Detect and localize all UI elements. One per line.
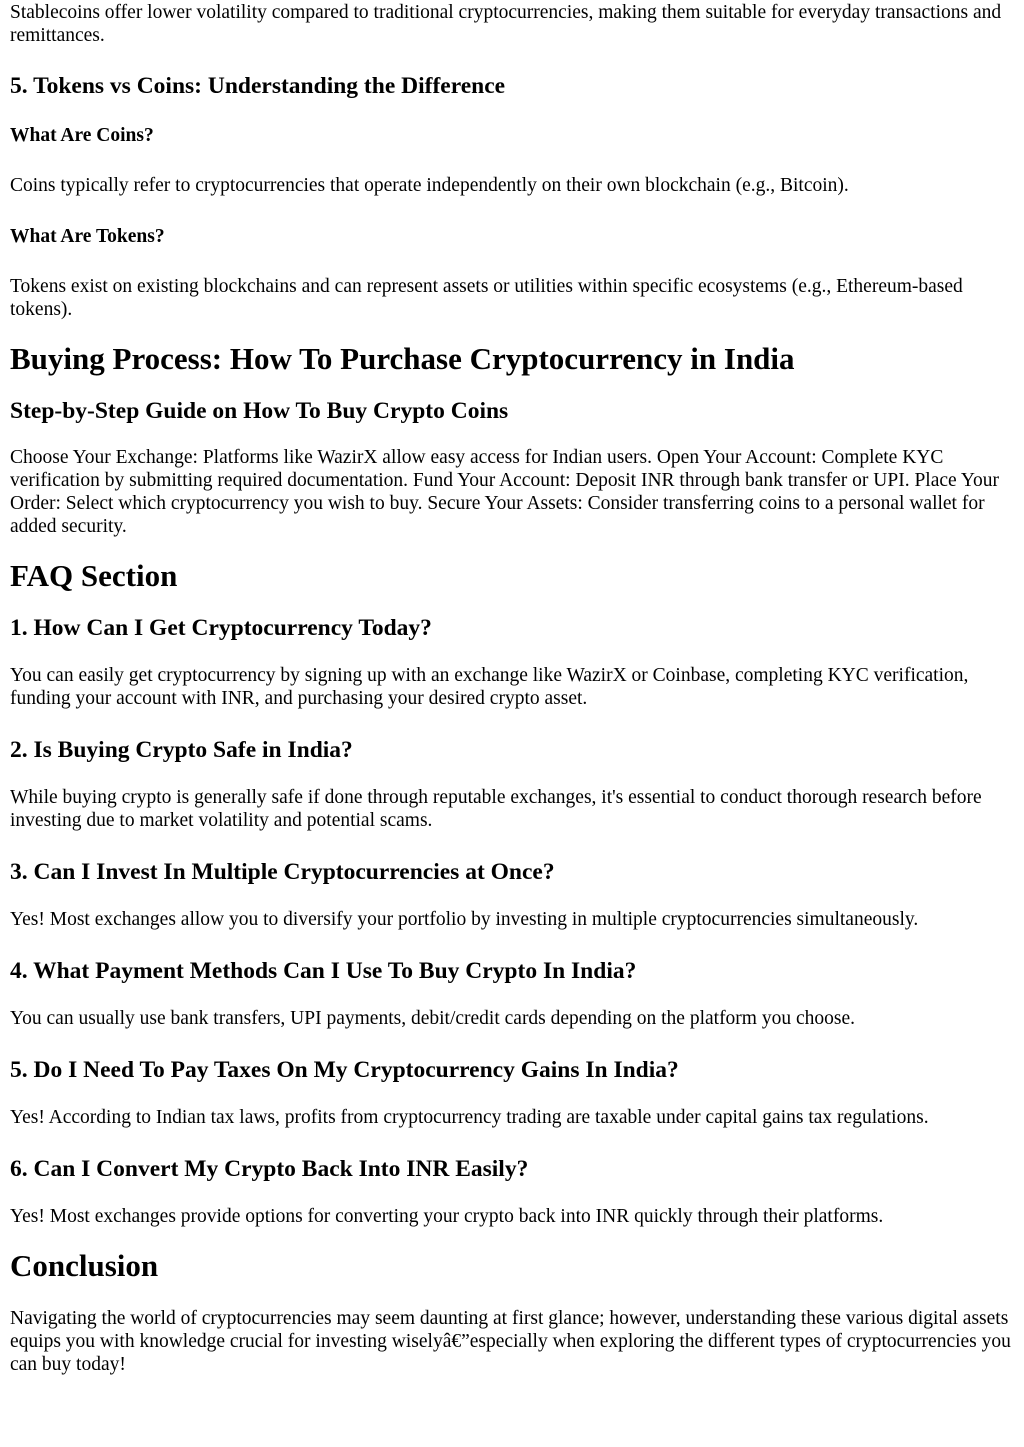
intro-paragraph: Stablecoins offer lower volatility compared to traditional cryptocurrencies, making them suitable for everyday transactions and remittances. bbox=[10, 2, 1002, 46]
buying-process-heading: Buying Process: How To Purchase Cryptocurrency in India bbox=[10, 341, 795, 376]
faq-answer-1: You can easily get cryptocurrency by signing up with an exchange like WazirX or Coinbase, completing KYC verification, funding your account with INR, and purchasing your desired crypto asset. bbox=[10, 665, 969, 709]
tokens-paragraph: Tokens exist on existing blockchains and can represent assets or utilities within specific ecosystems (e.g., Ethereum-based tokens). bbox=[10, 276, 963, 320]
faq-answer-2: While buying crypto is generally safe if done through reputable exchanges, it's essential to conduct thorough research before investing due to market volatility and potential scams. bbox=[10, 787, 982, 831]
buying-steps-paragraph: Choose Your Exchange: Platforms like WazirX allow easy access for Indian users. Open Your Account: Complete KYC verification by submitting required documentation. Fund Your Account: Deposit INR through bank transfer or UPI. Place Your Order: Select which cryptocurrency you wish to buy. Secure Your Assets: Consider transferring coins to a personal wallet for added security. bbox=[10, 447, 999, 537]
conclusion-paragraph: Navigating the world of cryptocurrencies may seem daunting at first glance; however, understanding these various digital assets equips you with knowledge crucial for investing wiselyâ€”especially when exploring the different types of cryptocurrencies you can buy today! bbox=[10, 1308, 1011, 1375]
faq-question-3: 3. Can I Invest In Multiple Cryptocurrencies at Once? bbox=[10, 859, 555, 885]
tokens-heading: What Are Tokens? bbox=[10, 226, 165, 247]
document-page bbox=[0, 1, 1024, 1376]
coins-paragraph: Coins typically refer to cryptocurrencies that operate independently on their own blockchain (e.g., Bitcoin). bbox=[10, 175, 849, 196]
tokens-vs-coins-heading: 5. Tokens vs Coins: Understanding the Difference bbox=[10, 73, 506, 99]
faq-heading: FAQ Section bbox=[10, 558, 178, 593]
faq-answer-4: You can usually use bank transfers, UPI payments, debit/credit cards depending on the platform you choose. bbox=[10, 1008, 855, 1029]
faq-question-2: 2. Is Buying Crypto Safe in India? bbox=[10, 737, 353, 763]
faq-question-5: 5. Do I Need To Pay Taxes On My Cryptocurrency Gains In India? bbox=[10, 1057, 679, 1083]
step-by-step-heading: Step-by-Step Guide on How To Buy Crypto Coins bbox=[10, 398, 509, 424]
faq-question-6: 6. Can I Convert My Crypto Back Into INR Easily? bbox=[10, 1156, 529, 1182]
faq-question-1: 1. How Can I Get Cryptocurrency Today? bbox=[10, 615, 432, 641]
faq-answer-5: Yes! According to Indian tax laws, profits from cryptocurrency trading are taxable under capital gains tax regulations. bbox=[10, 1107, 929, 1128]
faq-question-4: 4. What Payment Methods Can I Use To Buy Crypto In India? bbox=[10, 958, 637, 984]
faq-answer-6: Yes! Most exchanges provide options for converting your crypto back into INR quickly through their platforms. bbox=[10, 1206, 884, 1227]
conclusion-heading: Conclusion bbox=[10, 1248, 159, 1283]
coins-heading: What Are Coins? bbox=[10, 125, 154, 146]
faq-answer-3: Yes! Most exchanges allow you to diversify your portfolio by investing in multiple cryptocurrencies simultaneously. bbox=[10, 909, 919, 930]
